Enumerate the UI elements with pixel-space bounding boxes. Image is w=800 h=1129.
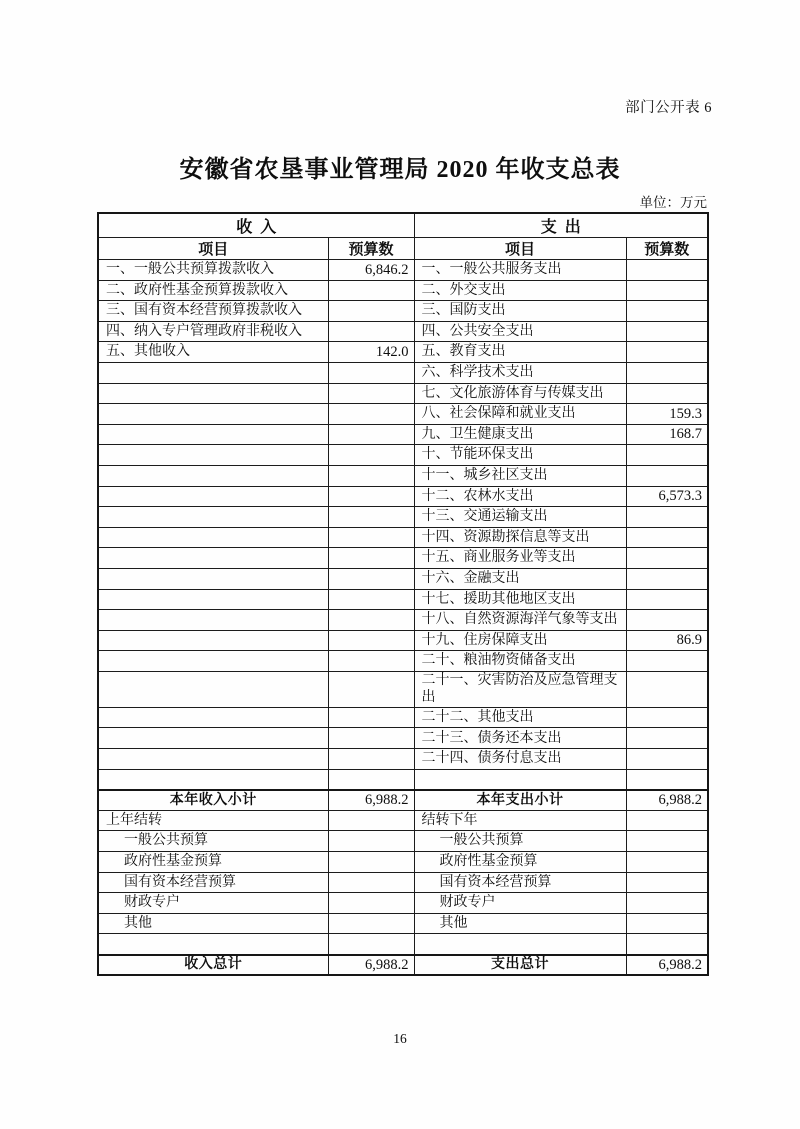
table-row	[98, 610, 708, 631]
expense-value-cell	[626, 507, 708, 528]
table-row	[98, 810, 708, 831]
expense-value-cell	[626, 852, 708, 873]
income-item-cell	[98, 630, 328, 651]
income-value-cell	[328, 728, 414, 749]
income-item-cell: 一、一般公共预算拨款收入	[98, 260, 328, 281]
income-value-cell	[328, 651, 414, 672]
expense-item-cell: 一般公共预算	[414, 831, 626, 852]
expense-item-cell: 二、外交支出	[414, 280, 626, 301]
income-value-cell	[328, 404, 414, 425]
table-row	[98, 707, 708, 728]
expense-item-cell: 二十二、其他支出	[414, 707, 626, 728]
table-row	[98, 486, 708, 507]
income-item-cell	[98, 568, 328, 589]
expense-item-cell: 十六、金融支出	[414, 568, 626, 589]
income-value-cell	[328, 362, 414, 383]
income-value-cell	[328, 810, 414, 831]
expense-value-cell	[626, 280, 708, 301]
expense-value-cell: 6,573.3	[626, 486, 708, 507]
expense-item-cell: 十三、交通运输支出	[414, 507, 626, 528]
table-row	[98, 568, 708, 589]
table-row	[98, 790, 708, 811]
page-title: 安徽省农垦事业管理局 2020 年收支总表	[179, 157, 621, 183]
expense-item-cell: 十、节能环保支出	[414, 445, 626, 466]
income-value-cell: 6,846.2	[328, 260, 414, 281]
expense-item-cell: 国有资本经营预算	[414, 872, 626, 893]
table-row	[98, 404, 708, 425]
expense-value-cell	[626, 610, 708, 631]
income-value-cell	[328, 749, 414, 770]
income-value-cell: 142.0	[328, 342, 414, 363]
expense-item-header: 项目	[414, 238, 626, 260]
income-item-cell	[98, 465, 328, 486]
expense-item-cell: 二十一、灾害防治及应急管理支出	[414, 671, 626, 707]
income-value-cell	[328, 568, 414, 589]
income-item-cell	[98, 548, 328, 569]
table-row	[98, 301, 708, 322]
income-item-cell	[98, 507, 328, 528]
income-value-cell	[328, 486, 414, 507]
expense-value-cell: 86.9	[626, 630, 708, 651]
income-item-cell	[98, 728, 328, 749]
expense-item-cell: 十五、商业服务业等支出	[414, 548, 626, 569]
expense-value-cell	[626, 707, 708, 728]
expense-item-cell: 九、卫生健康支出	[414, 424, 626, 445]
table-row	[98, 831, 708, 852]
table-row	[98, 651, 708, 672]
income-item-cell: 上年结转	[98, 810, 328, 831]
page-number: 16	[393, 1031, 407, 1046]
table-row	[98, 893, 708, 914]
expense-item-cell: 二十四、债务付息支出	[414, 749, 626, 770]
income-value-cell	[328, 280, 414, 301]
income-value-cell: 6,988.2	[328, 790, 414, 811]
income-item-cell	[98, 404, 328, 425]
income-item-cell	[98, 527, 328, 548]
column-header-row	[98, 238, 708, 260]
table-row	[98, 548, 708, 569]
table-row	[98, 321, 708, 342]
income-value-cell	[328, 527, 414, 548]
expense-item-cell: 一、一般公共服务支出	[414, 260, 626, 281]
expense-value-cell	[626, 893, 708, 914]
income-value-cell	[328, 548, 414, 569]
expense-item-cell: 十四、资源勘探信息等支出	[414, 527, 626, 548]
expense-item-cell: 十一、城乡社区支出	[414, 465, 626, 486]
table-row	[98, 872, 708, 893]
expense-value-cell	[626, 749, 708, 770]
expense-item-cell: 三、国防支出	[414, 301, 626, 322]
income-value-cell	[328, 831, 414, 852]
income-item-cell	[98, 769, 328, 790]
income-value-cell	[328, 707, 414, 728]
income-item-cell	[98, 934, 328, 955]
expense-value-cell	[626, 934, 708, 955]
income-value-cell	[328, 872, 414, 893]
income-value-cell	[328, 321, 414, 342]
income-value-cell	[328, 630, 414, 651]
income-value-cell	[328, 852, 414, 873]
income-value-cell	[328, 465, 414, 486]
income-item-cell	[98, 589, 328, 610]
expense-item-cell: 四、公共安全支出	[414, 321, 626, 342]
expense-item-cell: 七、文化旅游体育与传媒支出	[414, 383, 626, 404]
expense-value-cell	[626, 465, 708, 486]
expense-item-cell	[414, 769, 626, 790]
expense-value-cell	[626, 383, 708, 404]
expense-value-cell	[626, 260, 708, 281]
expense-item-cell: 十二、农林水支出	[414, 486, 626, 507]
blank-row	[98, 769, 708, 790]
expense-item-cell: 财政专户	[414, 893, 626, 914]
income-item-cell: 三、国有资本经营预算拨款收入	[98, 301, 328, 322]
expense-value-cell	[626, 769, 708, 790]
table-row	[98, 630, 708, 651]
income-value-cell	[328, 934, 414, 955]
expense-value-cell	[626, 321, 708, 342]
income-value-cell	[328, 769, 414, 790]
expense-value-cell	[626, 445, 708, 466]
expense-item-cell: 其他	[414, 913, 626, 934]
table-row	[98, 749, 708, 770]
expense-value-cell	[626, 362, 708, 383]
expense-value-cell: 6,988.2	[626, 955, 708, 976]
expense-value-cell: 168.7	[626, 424, 708, 445]
table-row	[98, 527, 708, 548]
income-value-cell	[328, 913, 414, 934]
expense-item-cell: 六、科学技术支出	[414, 362, 626, 383]
income-item-cell	[98, 383, 328, 404]
expense-value-cell	[626, 872, 708, 893]
unit-label: 单位：万元	[639, 195, 707, 210]
income-item-cell: 四、纳入专户管理政府非税收入	[98, 321, 328, 342]
income-item-cell: 一般公共预算	[98, 831, 328, 852]
income-item-cell	[98, 445, 328, 466]
table-row	[98, 589, 708, 610]
expense-item-cell: 政府性基金预算	[414, 852, 626, 873]
income-value-cell	[328, 301, 414, 322]
table-row	[98, 280, 708, 301]
expense-value-cell	[626, 342, 708, 363]
income-value-cell	[328, 589, 414, 610]
expense-value-cell	[626, 651, 708, 672]
table-row	[98, 445, 708, 466]
table-body	[98, 260, 708, 976]
table-row	[98, 852, 708, 873]
expense-value-cell	[626, 589, 708, 610]
income-section-header: 收 入	[98, 213, 414, 238]
expense-item-cell: 五、教育支出	[414, 342, 626, 363]
table-row	[98, 383, 708, 404]
expense-item-cell: 十七、援助其他地区支出	[414, 589, 626, 610]
income-item-cell: 收入总计	[98, 955, 328, 976]
expense-value-cell: 6,988.2	[626, 790, 708, 811]
income-value-cell	[328, 610, 414, 631]
expense-budget-header: 预算数	[626, 238, 708, 260]
income-item-cell: 其他	[98, 913, 328, 934]
income-value-cell	[328, 383, 414, 404]
table-row	[98, 728, 708, 749]
income-value-cell	[328, 671, 414, 707]
income-item-cell	[98, 424, 328, 445]
income-item-cell: 国有资本经营预算	[98, 872, 328, 893]
expense-item-cell	[414, 934, 626, 955]
income-budget-header: 预算数	[328, 238, 414, 260]
expense-value-cell	[626, 568, 708, 589]
income-value-cell	[328, 424, 414, 445]
expense-item-cell: 结转下年	[414, 810, 626, 831]
table-row	[98, 424, 708, 445]
income-item-cell	[98, 749, 328, 770]
income-item-cell	[98, 707, 328, 728]
table-row	[98, 465, 708, 486]
income-item-cell	[98, 610, 328, 631]
table-row	[98, 260, 708, 281]
expense-value-cell	[626, 831, 708, 852]
income-item-cell: 政府性基金预算	[98, 852, 328, 873]
income-item-cell	[98, 486, 328, 507]
expense-item-cell: 本年支出小计	[414, 790, 626, 811]
expense-value-cell	[626, 728, 708, 749]
income-value-cell	[328, 893, 414, 914]
income-item-cell	[98, 671, 328, 707]
income-item-cell: 二、政府性基金预算拨款收入	[98, 280, 328, 301]
table-row	[98, 342, 708, 363]
expense-item-cell: 八、社会保障和就业支出	[414, 404, 626, 425]
expense-item-cell: 十八、自然资源海洋气象等支出	[414, 610, 626, 631]
income-item-header: 项目	[98, 238, 328, 260]
income-item-cell: 五、其他收入	[98, 342, 328, 363]
doc-label: 部门公开表 6	[625, 100, 712, 116]
expense-item-cell: 二十三、债务还本支出	[414, 728, 626, 749]
income-item-cell: 本年收入小计	[98, 790, 328, 811]
budget-table	[97, 212, 709, 976]
section-header-row	[98, 213, 708, 238]
income-item-cell	[98, 362, 328, 383]
expense-value-cell	[626, 301, 708, 322]
expense-value-cell	[626, 913, 708, 934]
table-row	[98, 955, 708, 976]
expense-value-cell	[626, 527, 708, 548]
expense-value-cell	[626, 810, 708, 831]
table-row	[98, 671, 708, 707]
table-row	[98, 507, 708, 528]
expense-item-cell: 二十、粮油物资储备支出	[414, 651, 626, 672]
expense-section-header: 支 出	[414, 213, 708, 238]
income-value-cell: 6,988.2	[328, 955, 414, 976]
expense-item-cell: 支出总计	[414, 955, 626, 976]
expense-value-cell	[626, 548, 708, 569]
income-item-cell	[98, 651, 328, 672]
table-row	[98, 362, 708, 383]
income-value-cell	[328, 445, 414, 466]
blank-row	[98, 934, 708, 955]
income-value-cell	[328, 507, 414, 528]
income-item-cell: 财政专户	[98, 893, 328, 914]
expense-value-cell	[626, 671, 708, 707]
expense-value-cell: 159.3	[626, 404, 708, 425]
table-row	[98, 913, 708, 934]
expense-item-cell: 十九、住房保障支出	[414, 630, 626, 651]
